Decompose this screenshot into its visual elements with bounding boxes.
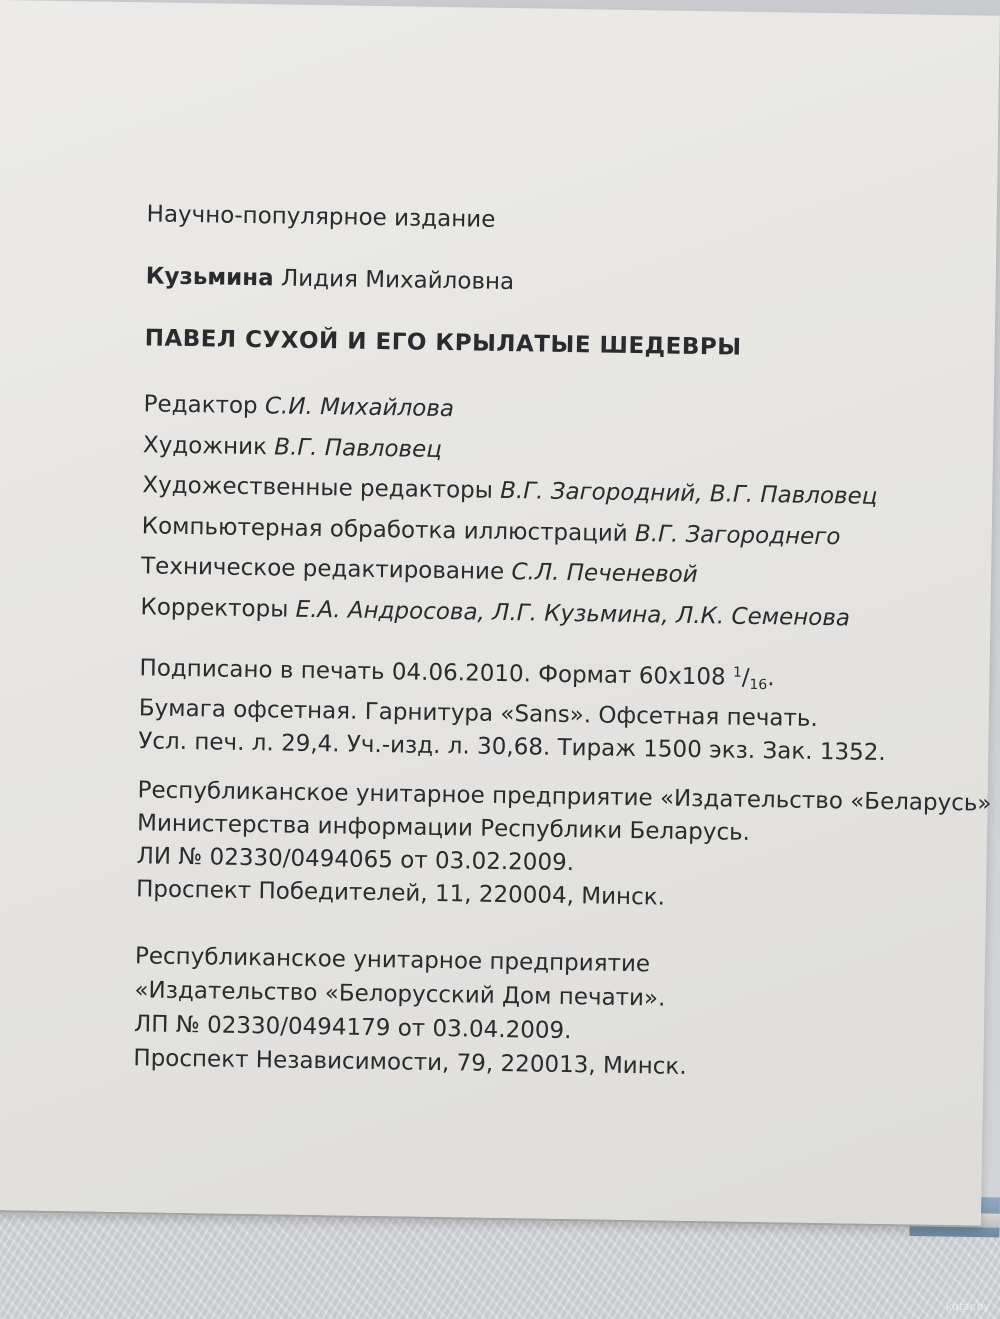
print-info bbox=[138, 647, 980, 771]
author-name bbox=[145, 260, 985, 305]
credit-role: Техническое редактирование bbox=[140, 553, 512, 586]
print-info-line-3: Усл. печ. л. 29,4. Уч.-изд. л. 30,68. Тираж 1500 экз. Зак. 1352. bbox=[138, 728, 886, 767]
credit-role: Компьютерная обработка иллюстраций bbox=[141, 512, 636, 547]
author-given-names: Лидия Михайловна bbox=[273, 265, 515, 296]
print-info-line-2: Бумага офсетная. Гарнитура «Sans». Офсетная печать. bbox=[138, 695, 818, 732]
fraction-numerator: 1 bbox=[732, 664, 743, 681]
credit-names: С.Л. Печеневой bbox=[511, 559, 698, 589]
printer-license: ЛП № 02330/0494179 от 03.04.2009. bbox=[133, 1011, 572, 1045]
book-title: ПАВЕЛ СУХОЙ И ЕГО КРЫЛАТЫЕ ШЕДЕВРЫ bbox=[144, 325, 742, 361]
credit-role: Художественные редакторы bbox=[142, 472, 501, 504]
fraction-denominator: 16 bbox=[749, 676, 768, 694]
credit-names: Е.А. Андросова, Л.Г. Кузьмина, Л.К. Семенова bbox=[295, 596, 851, 631]
credit-role: Редактор bbox=[143, 391, 266, 420]
publisher-license: ЛИ № 02330/0494065 от 03.02.2009. bbox=[136, 843, 575, 877]
author-surname: Кузьмина bbox=[145, 263, 274, 292]
print-info-line-1-end: . bbox=[767, 665, 775, 692]
printer-line: Республиканское унитарное предприятие bbox=[134, 943, 651, 978]
printer-info bbox=[133, 939, 975, 1088]
credit-names: В.Г. Загороднего bbox=[634, 520, 841, 550]
print-info-signed: Подписано в печать 04.06.2010. Формат 60x108 bbox=[139, 655, 734, 691]
cloth-background bbox=[0, 1215, 1000, 1319]
format-fraction: $^1/_{16}$ bbox=[732, 664, 768, 694]
publisher-line: Республиканское унитарное предприятие «Издательство «Беларусь» bbox=[137, 777, 992, 817]
credit-names: С.И. Михайлова bbox=[264, 393, 455, 423]
credit-role: Художник bbox=[142, 431, 275, 460]
printer-address: Проспект Независимости, 79, 220013, Минск. bbox=[133, 1045, 687, 1080]
credits-list bbox=[140, 384, 984, 640]
publisher-line: Министерства информации Республики Беларусь. bbox=[136, 810, 751, 846]
publisher-address: Проспект Победителей, 11, 220004, Минск. bbox=[135, 876, 666, 911]
credit-names: В.Г. Павловец bbox=[274, 433, 443, 463]
credit-role: Корректоры bbox=[140, 593, 296, 623]
printer-line: «Издательство «Белорусский Дом печати». bbox=[134, 977, 666, 1012]
publisher-info bbox=[135, 774, 992, 919]
imprint-content bbox=[133, 198, 992, 1088]
edition-type: Научно-популярное издание bbox=[146, 201, 496, 233]
credit-names: В.Г. Загородний, В.Г. Павловец bbox=[499, 477, 878, 510]
watermark-text: kufar.by bbox=[945, 1300, 990, 1313]
